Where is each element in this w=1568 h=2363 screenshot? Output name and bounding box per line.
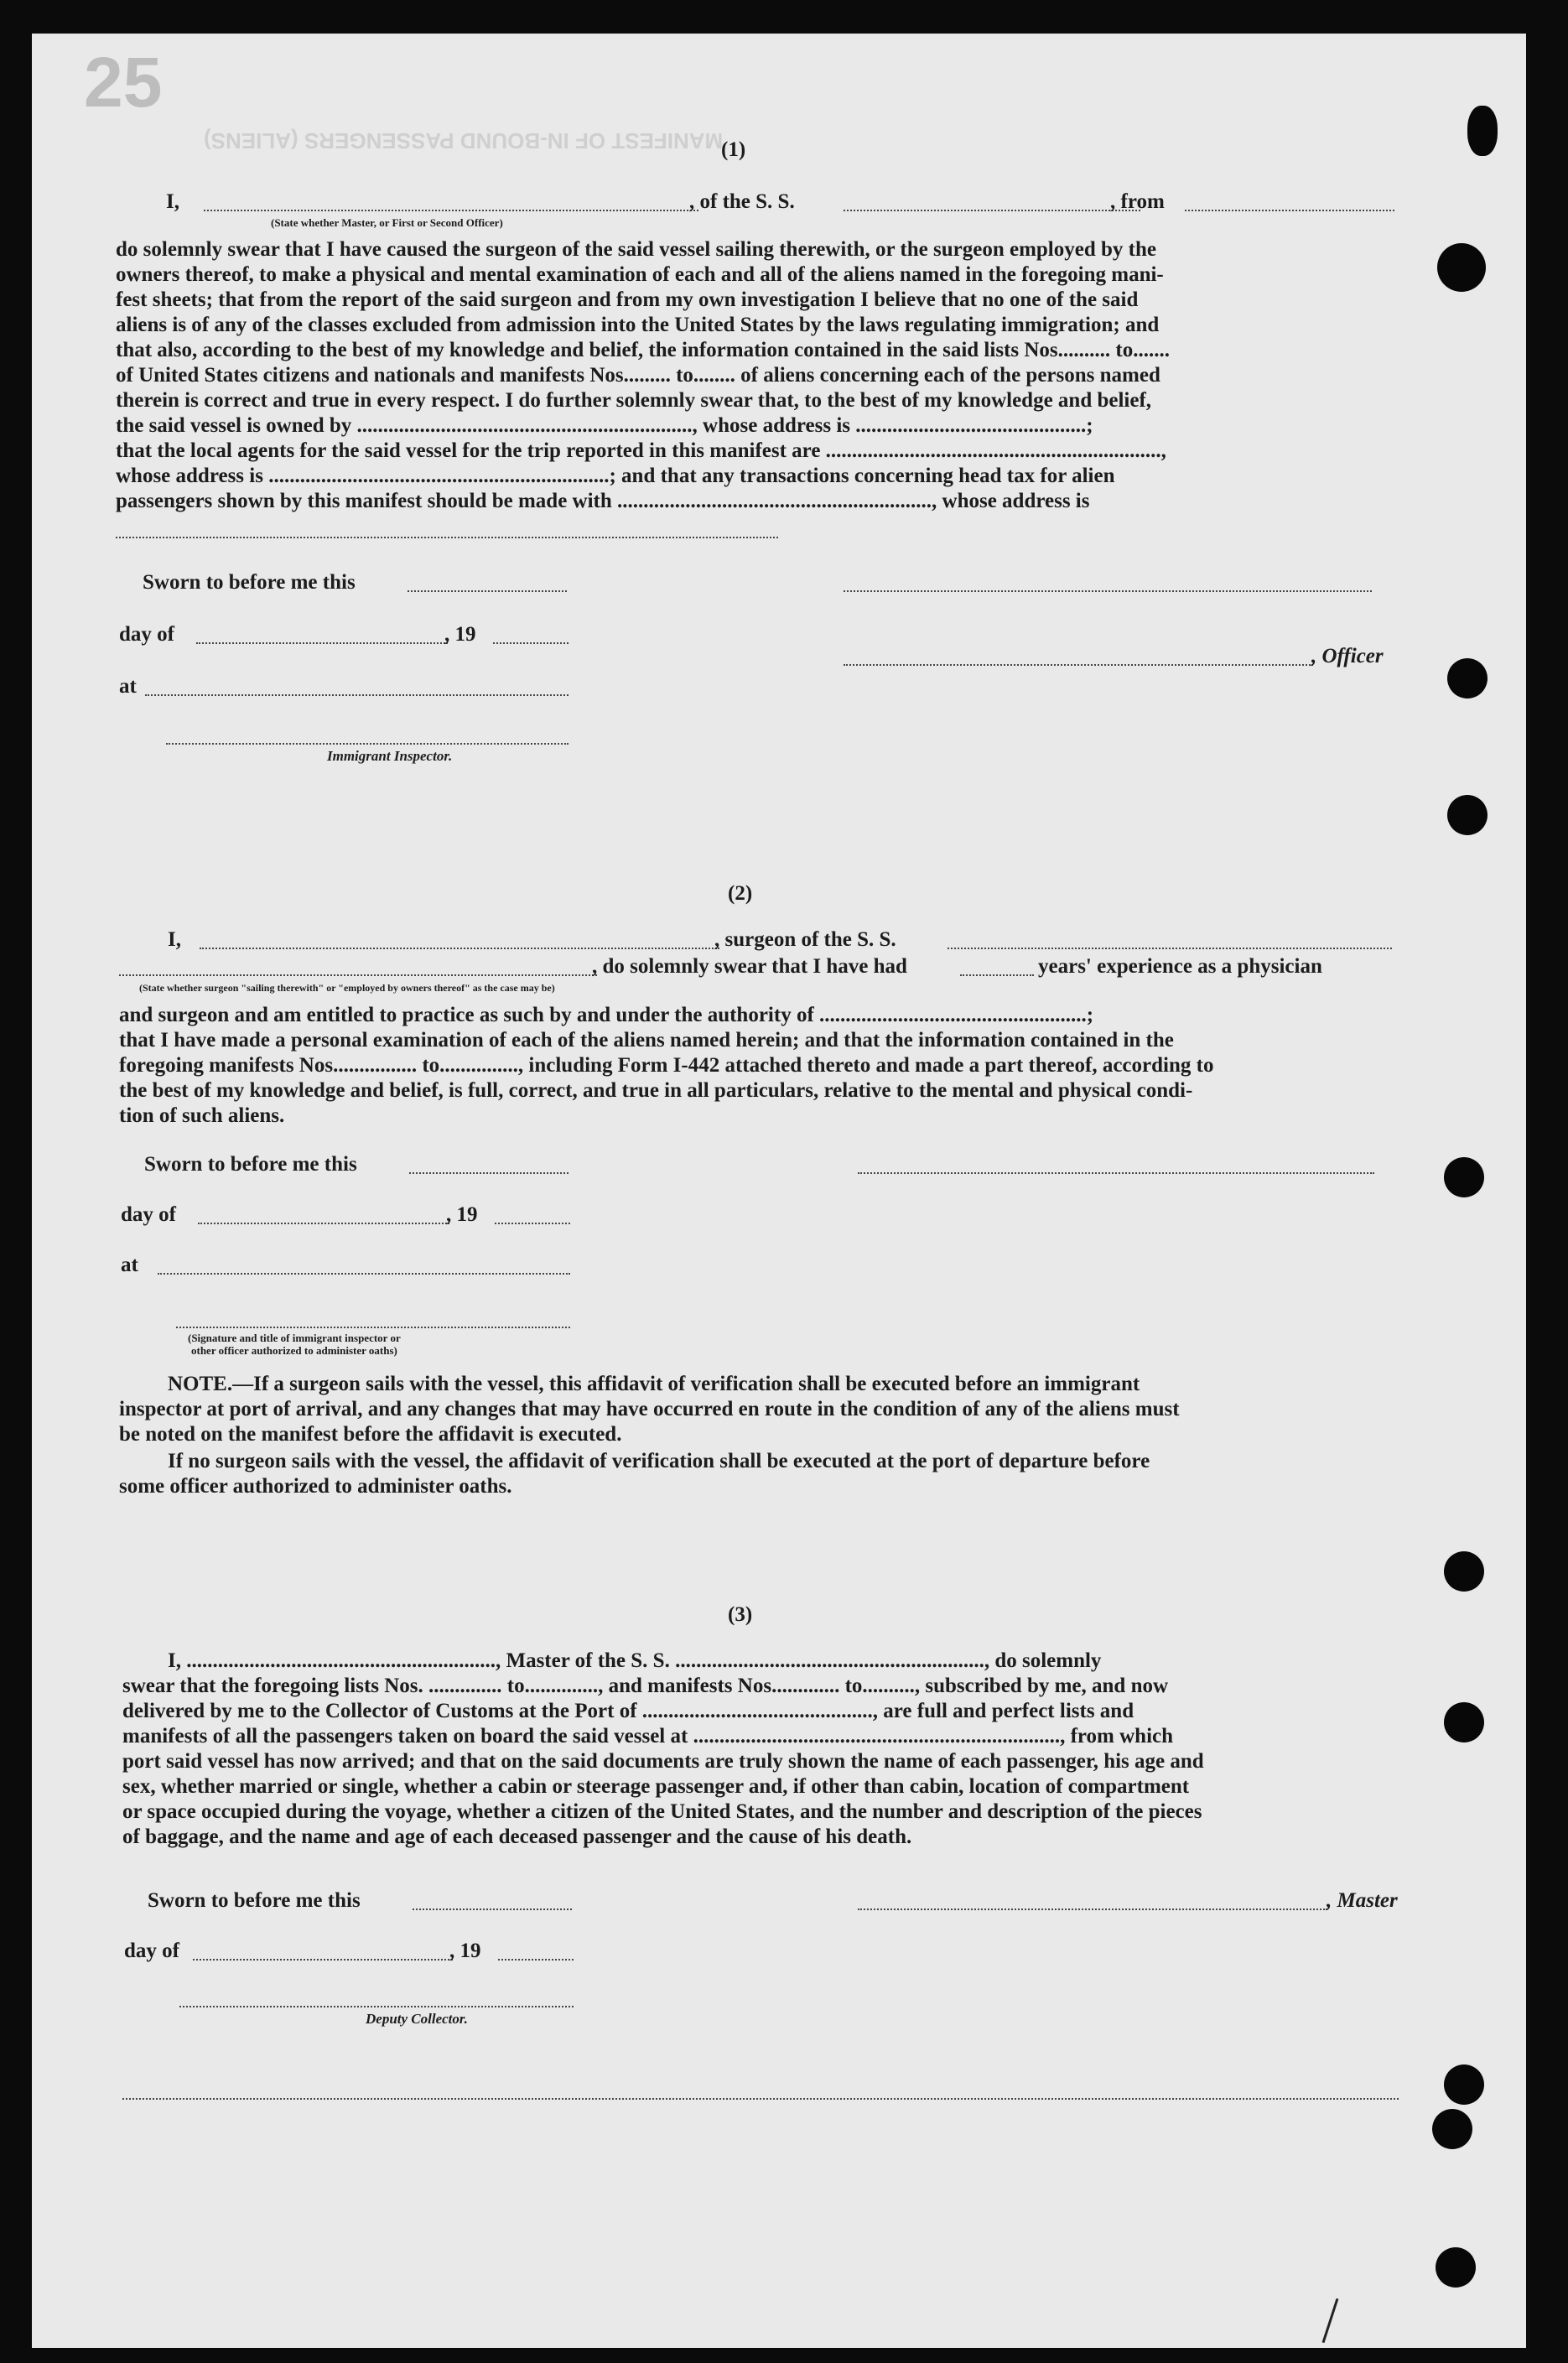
s2-line-4: tion of such aliens. xyxy=(119,1104,285,1127)
s2-surgeon-name-line[interactable] xyxy=(200,948,719,949)
section-2-heading: (2) xyxy=(728,882,753,905)
s2-line-0: and surgeon and am entitled to practice as such by and under the authority of ...................................................; xyxy=(119,1004,1094,1026)
s3-deputy-label: Deputy Collector. xyxy=(366,2011,468,2027)
s2-note-line-1: inspector at port of arrival, and any changes that may have occurred en route in the condition of any of the aliens must xyxy=(119,1398,1180,1420)
s1-of-ss: , of the S. S. xyxy=(689,190,795,213)
punch-hole xyxy=(1467,106,1498,156)
s1-signature-line[interactable] xyxy=(844,590,1372,592)
s3-year-label: , 19 xyxy=(449,1940,481,1962)
s2-surgeon-of-ss: , surgeon of the S. S. xyxy=(714,928,896,951)
s1-at-line[interactable] xyxy=(145,694,569,696)
s2-swear: , do solemnly swear that I have had xyxy=(592,955,907,978)
s1-line-4: that also, according to the best of my knowledge and belief, the information contained in the said lists Nos.......... to....... xyxy=(116,339,1170,361)
s3-line-2: delivered by me to the Collector of Customs at the Port of ............................................, are full and perfect lists and xyxy=(122,1700,1134,1722)
s3-line-7: of baggage, and the name and age of each deceased passenger and the cause of his death. xyxy=(122,1825,912,1848)
s2-year-line[interactable] xyxy=(495,1223,570,1224)
s2-note-line-2: be noted on the manifest before the affidavit is executed. xyxy=(119,1423,622,1446)
s2-at-line[interactable] xyxy=(158,1273,570,1275)
s3-day-line[interactable] xyxy=(193,1959,453,1961)
s2-years: years' experience as a physician xyxy=(1038,955,1322,978)
faint-header: MANIFEST OF IN-BOUND PASSENGERS (ALIENS) xyxy=(204,128,724,153)
s2-sig-note-2: other officer authorized to administer oaths) xyxy=(191,1344,397,1357)
s1-line-0: do solemnly swear that I have caused the surgeon of the said vessel sailing therewith, or the surgeon employed by the xyxy=(116,238,1156,261)
s1-line-10: passengers shown by this manifest should be made with ............................................................, whose address is xyxy=(116,490,1090,512)
punch-hole xyxy=(1437,243,1486,292)
s2-day-of-label: day of xyxy=(121,1203,176,1226)
punch-hole xyxy=(1444,1702,1484,1742)
s3-line-3: manifests of all the passengers taken on board the said vessel at ......................................................................, from which xyxy=(122,1725,1174,1748)
s2-signature-line[interactable] xyxy=(858,1172,1374,1174)
punch-hole xyxy=(1444,2064,1484,2105)
s2-note-line-3: If no surgeon sails with the vessel, the affidavit of verification shall be executed at the port of departure before xyxy=(168,1450,1150,1472)
punch-hole xyxy=(1444,1551,1484,1592)
s3-bottom-rule xyxy=(122,2098,1399,2100)
s1-from-line[interactable] xyxy=(1185,210,1394,211)
s1-from: , from xyxy=(1110,190,1165,213)
s1-sworn-label: Sworn to before me this xyxy=(143,571,356,594)
s1-officer-note: (State whether Master, or First or Second Officer) xyxy=(271,216,503,229)
s3-line-0: I, ..........................................................., Master of the S. S. ..........................................................., do solemnly xyxy=(168,1649,1102,1672)
s1-inspector-line[interactable] xyxy=(166,743,569,745)
s3-master-line[interactable] xyxy=(858,1909,1327,1910)
s1-line-3: aliens is of any of the classes excluded from admission into the United States by the laws regulating immigration; and xyxy=(116,314,1160,336)
s1-line-9: whose address is .................................................................; and that any transactions concerning head tax for alien xyxy=(116,465,1115,487)
s2-note-line-0: NOTE.—If a surgeon sails with the vessel, this affidavit of verification shall be executed before an immigrant xyxy=(168,1373,1140,1395)
s1-line-2: fest sheets; that from the report of the said surgeon and from my own investigation I believe that no one of the said xyxy=(116,288,1139,311)
s1-i: I, xyxy=(166,190,179,213)
s2-day-line[interactable] xyxy=(198,1223,449,1224)
s2-line-3: the best of my knowledge and belief, is full, correct, and true in all particulars, relative to the mental and physical condi- xyxy=(119,1079,1193,1102)
s2-line-2: foregoing manifests Nos................ to..............., including Form I-442 attached thereto and made a part thereof, according to xyxy=(119,1054,1214,1077)
s1-address-continuation-line[interactable] xyxy=(116,537,778,538)
s2-status-line[interactable] xyxy=(119,974,597,976)
s3-sworn-label: Sworn to before me this xyxy=(148,1889,361,1912)
s2-note-line-4: some officer authorized to administer oaths. xyxy=(119,1475,512,1498)
s3-collector-line[interactable] xyxy=(179,2006,574,2007)
s2-sworn-label: Sworn to before me this xyxy=(144,1153,357,1176)
s1-line-6: therein is correct and true in every respect. I do further solemnly swear that, to the best of my knowledge and belief, xyxy=(116,389,1152,412)
section-1-heading: (1) xyxy=(721,138,746,161)
s3-line-4: port said vessel has now arrived; and that on the said documents are truly shown the name of each passenger, his age and xyxy=(122,1750,1204,1773)
form-sheet xyxy=(32,34,1526,2348)
margin-numeral: 25 xyxy=(84,43,163,122)
s2-years-line[interactable] xyxy=(960,974,1034,976)
s3-sworn-line[interactable] xyxy=(413,1909,572,1910)
s1-officer-name-line[interactable] xyxy=(204,210,698,211)
s1-day-line[interactable] xyxy=(196,642,448,644)
section-3-heading: (3) xyxy=(728,1603,753,1626)
s3-master-label: , Master xyxy=(1327,1889,1398,1912)
punch-hole xyxy=(1436,2247,1476,2288)
punch-hole xyxy=(1444,1157,1484,1197)
s2-sworn-line[interactable] xyxy=(409,1172,569,1174)
punch-hole xyxy=(1447,658,1488,699)
s2-sig-note-1: (Signature and title of immigrant inspector or xyxy=(188,1332,401,1344)
s1-line-5: of United States citizens and nationals and manifests Nos......... to........ of aliens concerning each of the persons named xyxy=(116,364,1160,387)
s1-line-8: that the local agents for the said vessel for the trip reported in this manifest are ................................................................, xyxy=(116,439,1166,462)
s2-i: I, xyxy=(168,928,181,951)
s3-line-5: sex, whether married or single, whether a cabin or steerage passenger and, if other than cabin, location of compartment xyxy=(122,1775,1190,1798)
s2-year-label: , 19 xyxy=(446,1203,478,1226)
punch-hole xyxy=(1432,2109,1472,2149)
s1-year-line[interactable] xyxy=(493,642,569,644)
s3-year-line[interactable] xyxy=(498,1959,574,1961)
s1-inspector-label: Immigrant Inspector. xyxy=(327,748,453,764)
punch-hole xyxy=(1447,795,1488,835)
s1-sworn-line[interactable] xyxy=(408,590,567,592)
s1-year-label: , 19 xyxy=(444,623,476,646)
s1-line-1: owners thereof, to make a physical and mental examination of each and all of the aliens named in the foregoing mani- xyxy=(116,263,1164,286)
s3-day-of-label: day of xyxy=(124,1940,179,1962)
s1-vessel-line[interactable] xyxy=(844,210,1140,211)
s2-line-1: that I have made a personal examination of each of the aliens named herein; and that the information contained in the xyxy=(119,1029,1174,1052)
s1-at-label: at xyxy=(119,675,137,698)
s2-at-label: at xyxy=(121,1254,138,1276)
s1-day-of-label: day of xyxy=(119,623,174,646)
s2-inspector-line[interactable] xyxy=(176,1327,570,1328)
s1-officer-line[interactable] xyxy=(844,664,1313,666)
s2-status-note: (State whether surgeon "sailing therewith" or "employed by owners thereof" as the case may be) xyxy=(139,982,555,994)
s2-vessel-line[interactable] xyxy=(948,948,1392,949)
s1-officer-label: , Officer xyxy=(1311,645,1384,667)
s1-line-7: the said vessel is owned by ................................................................, whose address is ............................................; xyxy=(116,414,1093,437)
s3-line-6: or space occupied during the voyage, whether a citizen of the United States, and the number and description of the pieces xyxy=(122,1800,1202,1823)
s3-line-1: swear that the foregoing lists Nos. .............. to.............., and manifests Nos............. to.........., subscribed by me, and now xyxy=(122,1675,1169,1697)
